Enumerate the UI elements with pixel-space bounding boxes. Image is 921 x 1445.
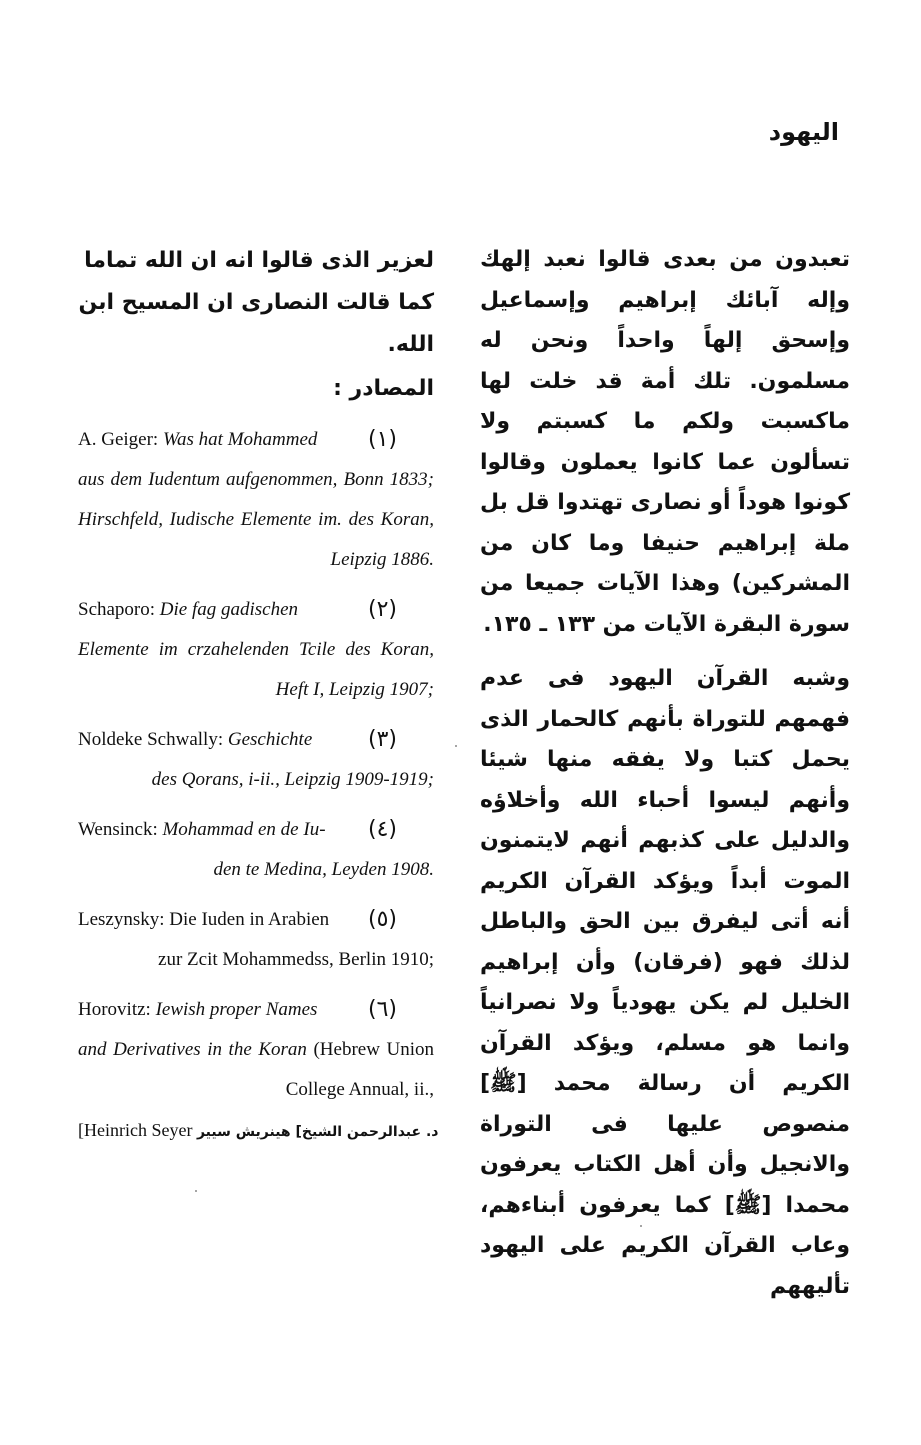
reference-details-italic: and Derivatives in the Koran <box>78 1039 307 1060</box>
reference-4 <box>78 810 434 890</box>
intro-text: لعزير الذى قالوا انه ان الله تماما كما قالت النصارى ان المسيح ابن الله. <box>78 248 434 357</box>
scan-speck <box>640 1225 642 1227</box>
reference-author: Wensinck: <box>78 819 158 840</box>
reference-title: Mohammad en de Iu- <box>162 819 326 840</box>
reference-author: Schaporo: <box>78 599 156 620</box>
reference-title: Was hat Mohammed <box>162 429 318 450</box>
reference-title: Iewish proper Names <box>155 999 318 1020</box>
signature-latin: [Heinrich Seyer <box>78 1120 193 1140</box>
reference-5 <box>78 900 434 980</box>
reference-number: (٢) <box>368 597 398 622</box>
reference-1 <box>78 420 434 580</box>
reference-number: (٦) <box>368 997 398 1022</box>
reference-author: Leszynsky: <box>78 909 165 930</box>
reference-number: (١) <box>368 427 398 452</box>
sources-heading: المصادر : <box>333 376 434 401</box>
reference-author: A. Geiger: <box>78 429 159 450</box>
reference-details: den te Medina, Leyden 1908. <box>213 859 434 880</box>
reference-title: Die fag gadischen <box>159 599 299 620</box>
paragraph-2: وشبه القرآن اليهود فى عدم فهمهم للتوراة بأنهم كالحمار الذى يحمل كتبا ولا يفقه منها شيئا وأنهم ليسوا أحباء الله وأخلاؤه والدليل على كذبهم أنهم لايتمنون الموت أبداً ويؤكد القرآن الكريم أنه أتى ليفرق بين الحق والباطل لذلك فهو (فرقان) وأن إبراهيم الخليل لم يكن يهودياً ولا نصرانياً وانما هو مسلم، ويؤكد القرآن الكريم أن رسالة محمد [ﷺ] منصوص عليها فى التوراة والانجيل وأن أهل الكتاب يعرفون محمدا [ﷺ] كما يعرفون أبناءهم، وعاب القرآن الكريم على اليهود تأليههم <box>480 666 850 1299</box>
reference-details: (Hebrew Union College Annual, ii., <box>285 1039 435 1100</box>
reference-6 <box>78 990 434 1110</box>
signature-arabic: د. عبدالرحمن الشيخ] هينريش سيير <box>196 1124 439 1140</box>
page-title: اليهود <box>768 118 839 146</box>
reference-details: zur Zcit Mohammedss, Berlin 1910; <box>158 949 434 970</box>
paragraph-1: تعبدون من بعدى قالوا نعبد إلهك وإله آبائك إبراهيم وإسماعيل وإسحق إلهاً واحداً ونحن له مسلمون. تلك أمة قد خلت لها ماكسبت ولكم ما كسبتم ولا تسألون عما كانوا يعملون وقالوا كونوا هوداً أو نصارى تهتدوا قل بل ملة إبراهيم حنيفا وما كان من المشركين) وهذا الآيات جميعا من سورة البقرة الآيات من ١٣٣ ـ ١٣٥. <box>480 247 850 637</box>
reference-details: aus dem Iudentum aufgenommen, Bonn 1833; Hirschfeld, Iudische Elemente im. des Koran, Leipzig 1886. <box>78 469 434 570</box>
main-text-column <box>480 240 850 1307</box>
sources-column <box>78 240 439 1141</box>
reference-title: Die Iuden in Arabien <box>169 909 330 930</box>
author-signature <box>78 1120 439 1141</box>
reference-details: des Qorans, i-ii., Leipzig 1909-1919; <box>151 769 434 790</box>
reference-number: (٤) <box>368 817 398 842</box>
reference-3 <box>78 720 434 800</box>
reference-number: (٥) <box>368 907 398 932</box>
reference-author: Horovitz: <box>78 999 151 1020</box>
reference-details: Elemente im crzahelenden Tcile des Koran, Heft I, Leipzig 1907; <box>78 639 434 700</box>
scan-speck <box>455 745 457 747</box>
scan-speck <box>195 1190 197 1192</box>
reference-2 <box>78 590 434 710</box>
reference-author: Noldeke Schwally: <box>78 729 224 750</box>
reference-title: Geschichte <box>227 729 313 750</box>
reference-number: (٣) <box>368 727 398 752</box>
